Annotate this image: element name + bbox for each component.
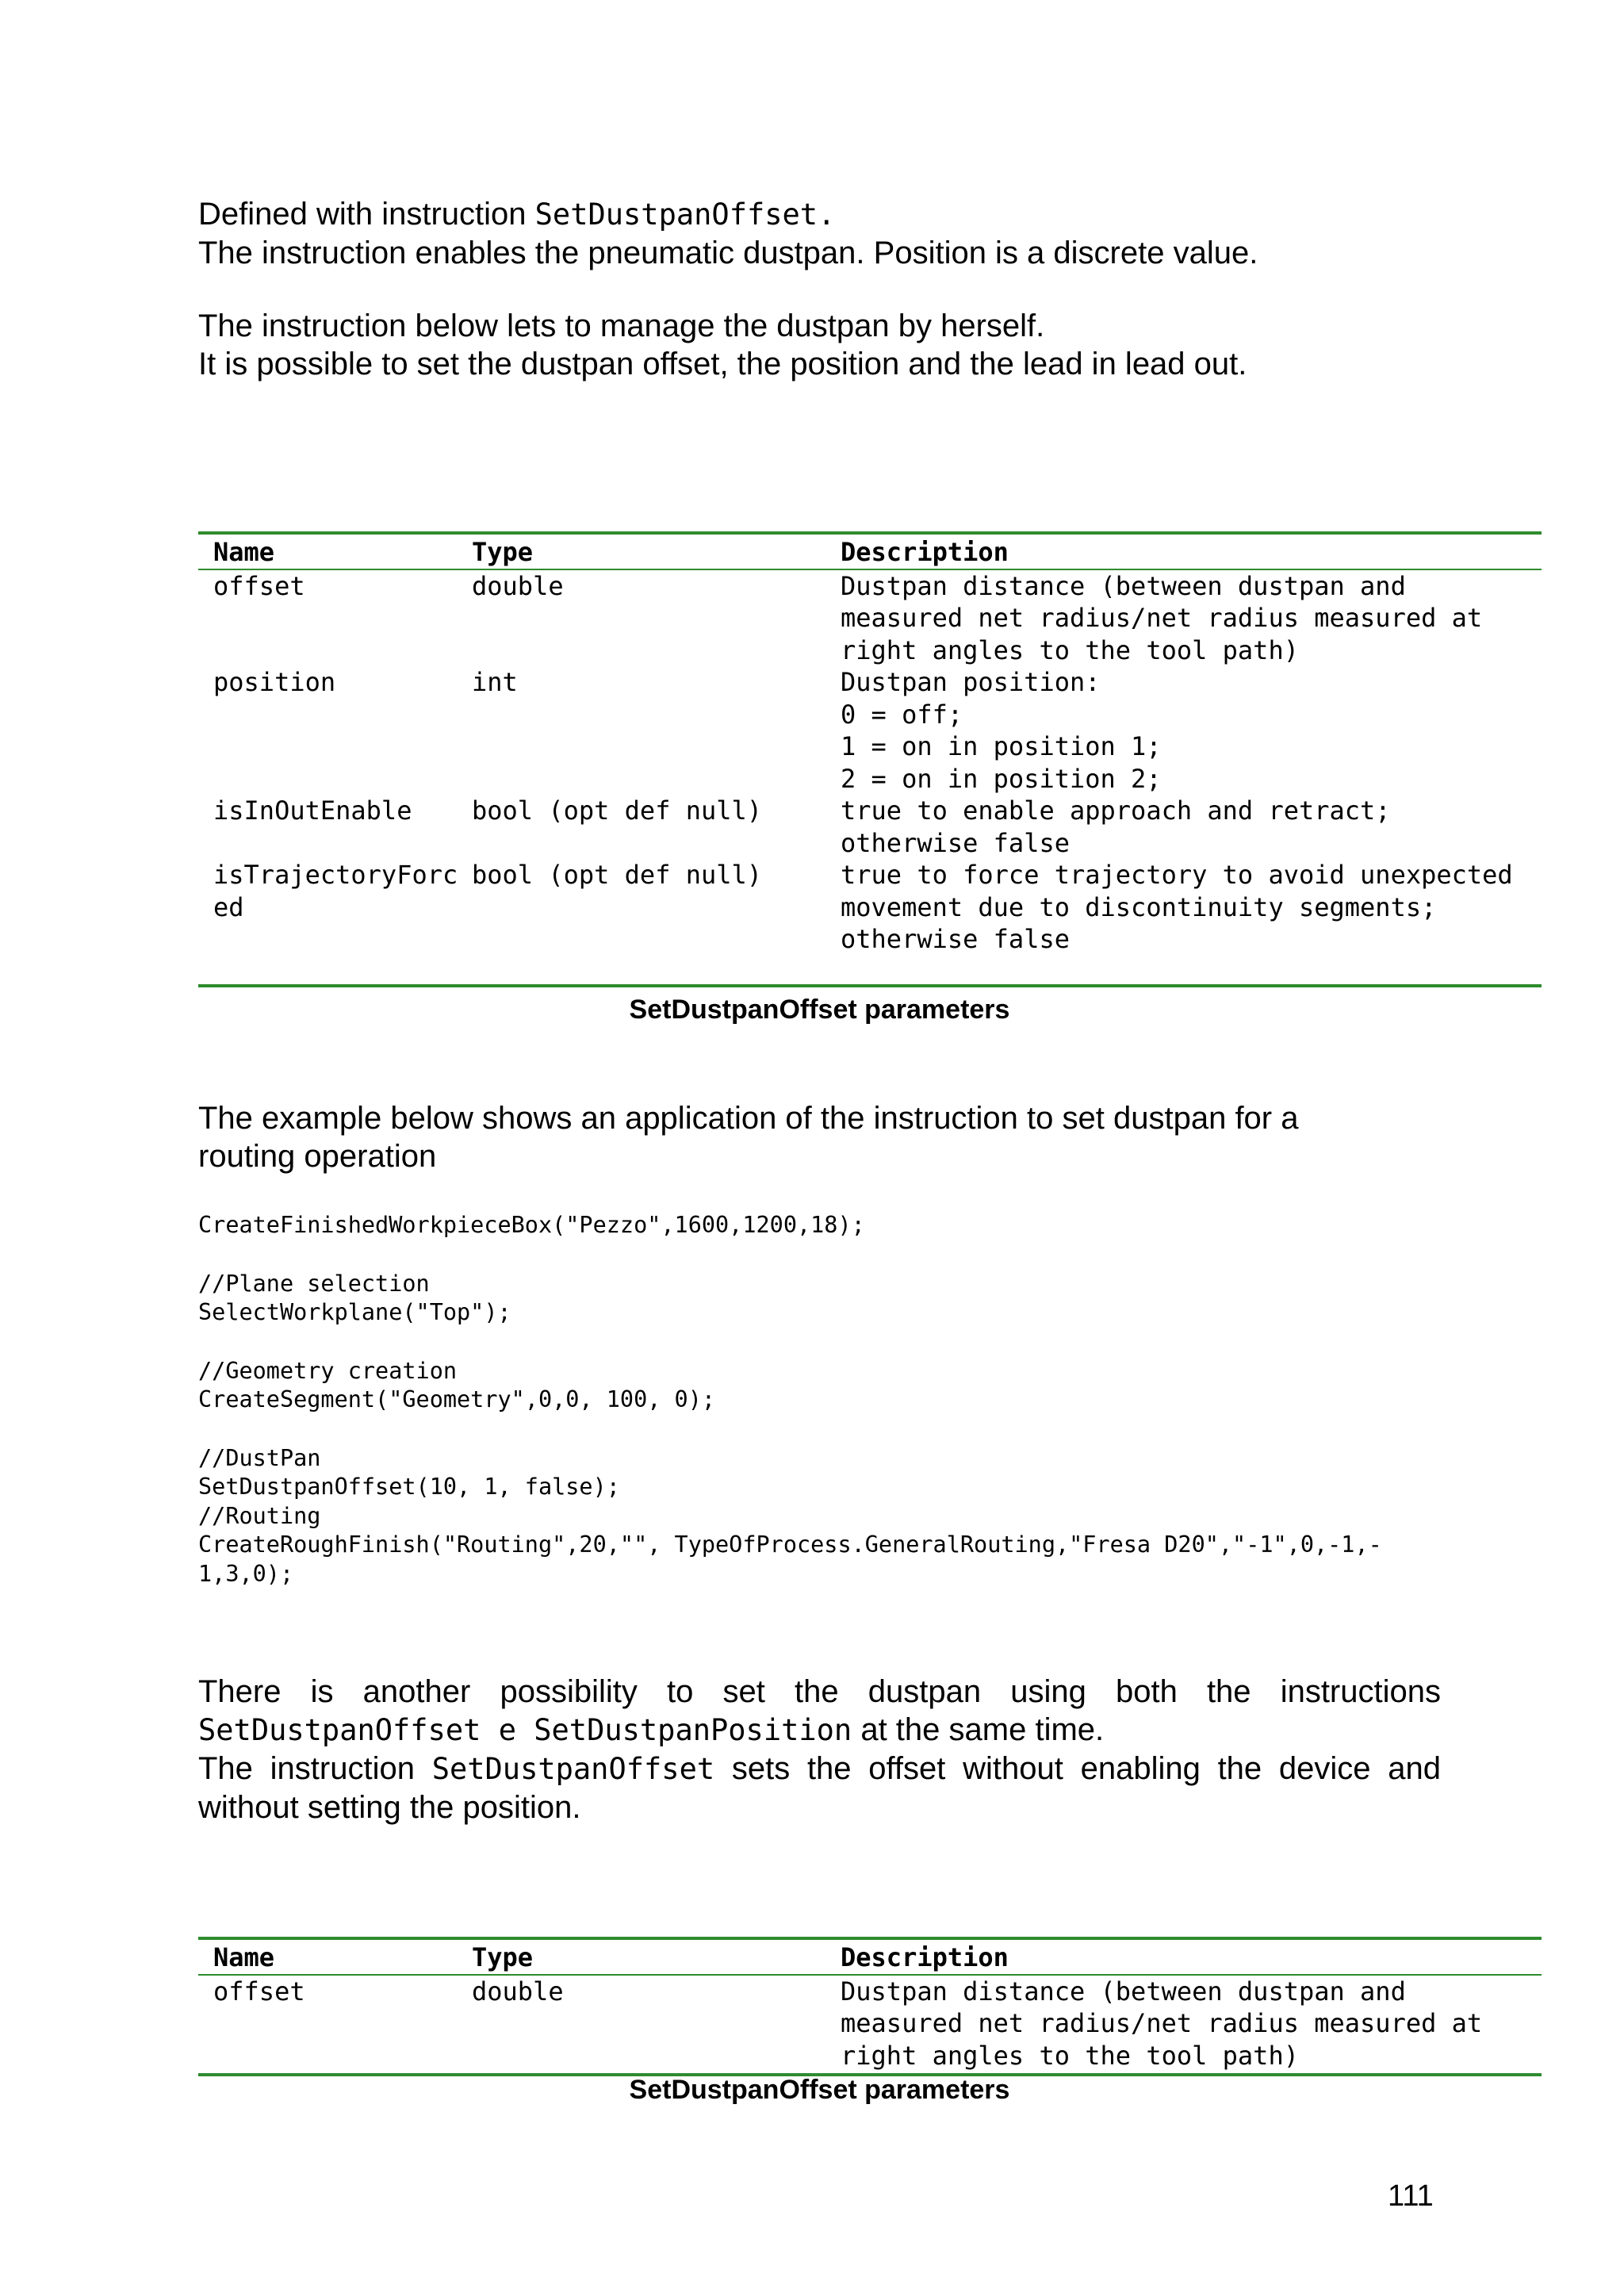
description-line: Dustpan distance (between dustpan and: [841, 1976, 1406, 2007]
table-row: [198, 859, 1542, 956]
description-line: measured net radius/net radius measured at: [841, 2008, 1483, 2038]
code-line: CreateRoughFinish("Routing",20,"", TypeOfProcess.GeneralRouting,"Fresa D20","-1",0,-1,-: [198, 1531, 1382, 1558]
parameters-table-1: [198, 531, 1542, 987]
description-line: movement due to discontinuity segments;: [841, 891, 1437, 922]
column-header: Type: [472, 1942, 534, 1972]
description-line: true to force trajectory to avoid unexpected: [841, 860, 1513, 890]
description-line: Dustpan distance (between dustpan and: [841, 570, 1406, 601]
intro-line-2: The instruction enables the pneumatic dustpan. Position is a discrete value.: [198, 236, 1258, 270]
name-line: offset: [213, 1976, 305, 2007]
table-1-caption: SetDustpanOffset parameters: [629, 995, 1010, 1025]
description-line: 0 = off;: [841, 699, 963, 730]
table-header-row: [198, 1940, 1542, 1974]
description-line: 2 = on in position 2;: [841, 763, 1162, 794]
type-line: bool (opt def null): [472, 795, 763, 826]
parameter-description: [841, 795, 1542, 859]
name-line: ed: [213, 891, 244, 922]
table-2-caption: SetDustpanOffset parameters: [629, 2075, 1010, 2105]
type-line: int: [472, 667, 518, 697]
another-line-3: The instruction SetDustpanOffset sets the offset without enabling the device and: [198, 1751, 1441, 1786]
inline-code: SetDustpanOffset: [431, 1752, 715, 1786]
description-line: right angles to the tool path): [841, 634, 1299, 665]
example-line-1: The example below shows an application of the instruction to set dustpan for a: [198, 1101, 1299, 1136]
code-line: SetDustpanOffset(10, 1, false);: [198, 1474, 620, 1500]
parameter-description: [841, 859, 1542, 956]
parameter-type: [472, 570, 841, 667]
parameter-name: [198, 795, 472, 859]
column-header: Type: [472, 537, 534, 567]
column-header: Name: [213, 537, 275, 567]
intro-line-4: It is possible to set the dustpan offset, the position and the lead in lead out.: [198, 347, 1247, 381]
parameter-name: [198, 570, 472, 667]
description-line: otherwise false: [841, 827, 1070, 858]
code-line: //Routing: [198, 1502, 321, 1529]
inline-code: SetDustpanOffset.: [534, 197, 836, 232]
another-line-4: without setting the position.: [198, 1790, 581, 1825]
parameters-table-2: [198, 1937, 1542, 2076]
table-row: [198, 795, 1542, 859]
parameter-name: [198, 1976, 472, 2072]
parameter-type: [472, 795, 841, 859]
description-line: measured net radius/net radius measured at: [841, 603, 1483, 633]
page-number: 111: [1388, 2179, 1434, 2213]
code-line: CreateSegment("Geometry",0,0, 100, 0);: [198, 1386, 716, 1412]
inline-code: SetDustpanOffset e SetDustpanPosition: [198, 1713, 852, 1747]
type-line: double: [472, 1976, 564, 2007]
example-paragraph: [198, 1099, 1298, 1175]
table-row: [198, 666, 1542, 795]
parameter-description: [841, 666, 1542, 795]
example-line-2: routing operation: [198, 1139, 437, 1174]
parameter-name: [198, 666, 472, 795]
description-line: otherwise false: [841, 924, 1070, 954]
code-line: //DustPan: [198, 1444, 321, 1471]
parameter-description: [841, 570, 1542, 667]
parameter-description: [841, 1976, 1542, 2072]
name-line: isInOutEnable: [213, 795, 412, 826]
name-line: position: [213, 667, 336, 697]
code-example: [198, 1211, 1382, 1589]
code-line: //Plane selection: [198, 1270, 430, 1297]
table-bottom-rule: [198, 984, 1542, 987]
code-line: CreateFinishedWorkpieceBox("Pezzo",1600,1200,18);: [198, 1212, 865, 1238]
name-line: isTrajectoryForc: [213, 860, 458, 890]
another-paragraph: [198, 1673, 1441, 1826]
column-header: Name: [213, 1942, 275, 1972]
table-header-row: [198, 535, 1542, 569]
description-line: 1 = on in position 1;: [841, 731, 1162, 761]
intro-paragraph: [198, 195, 1258, 383]
column-header: Description: [841, 1942, 1009, 1972]
code-line: SelectWorkplane("Top");: [198, 1299, 511, 1325]
description-line: true to enable approach and retract;: [841, 795, 1391, 826]
description-line: right angles to the tool path): [841, 2040, 1299, 2071]
code-line: 1,3,0);: [198, 1560, 294, 1587]
intro-line-1: Defined with instruction SetDustpanOffset.: [198, 197, 836, 232]
code-line: //Geometry creation: [198, 1357, 458, 1384]
table-row: [198, 570, 1542, 667]
intro-line-3: The instruction below lets to manage the dustpan by herself.: [198, 309, 1045, 343]
column-header: Description: [841, 537, 1009, 567]
parameter-type: [472, 666, 841, 795]
type-line: bool (opt def null): [472, 860, 763, 890]
description-line: Dustpan position:: [841, 667, 1101, 697]
parameter-name: [198, 859, 472, 956]
another-line-1: There is another possibility to set the dustpan using both the instructions: [198, 1674, 1441, 1709]
parameter-type: [472, 859, 841, 956]
table-row: [198, 1976, 1542, 2072]
another-line-2: SetDustpanOffset e SetDustpanPosition at the same time.: [198, 1712, 1105, 1747]
name-line: offset: [213, 570, 305, 601]
parameter-type: [472, 1976, 841, 2072]
type-line: double: [472, 570, 564, 601]
